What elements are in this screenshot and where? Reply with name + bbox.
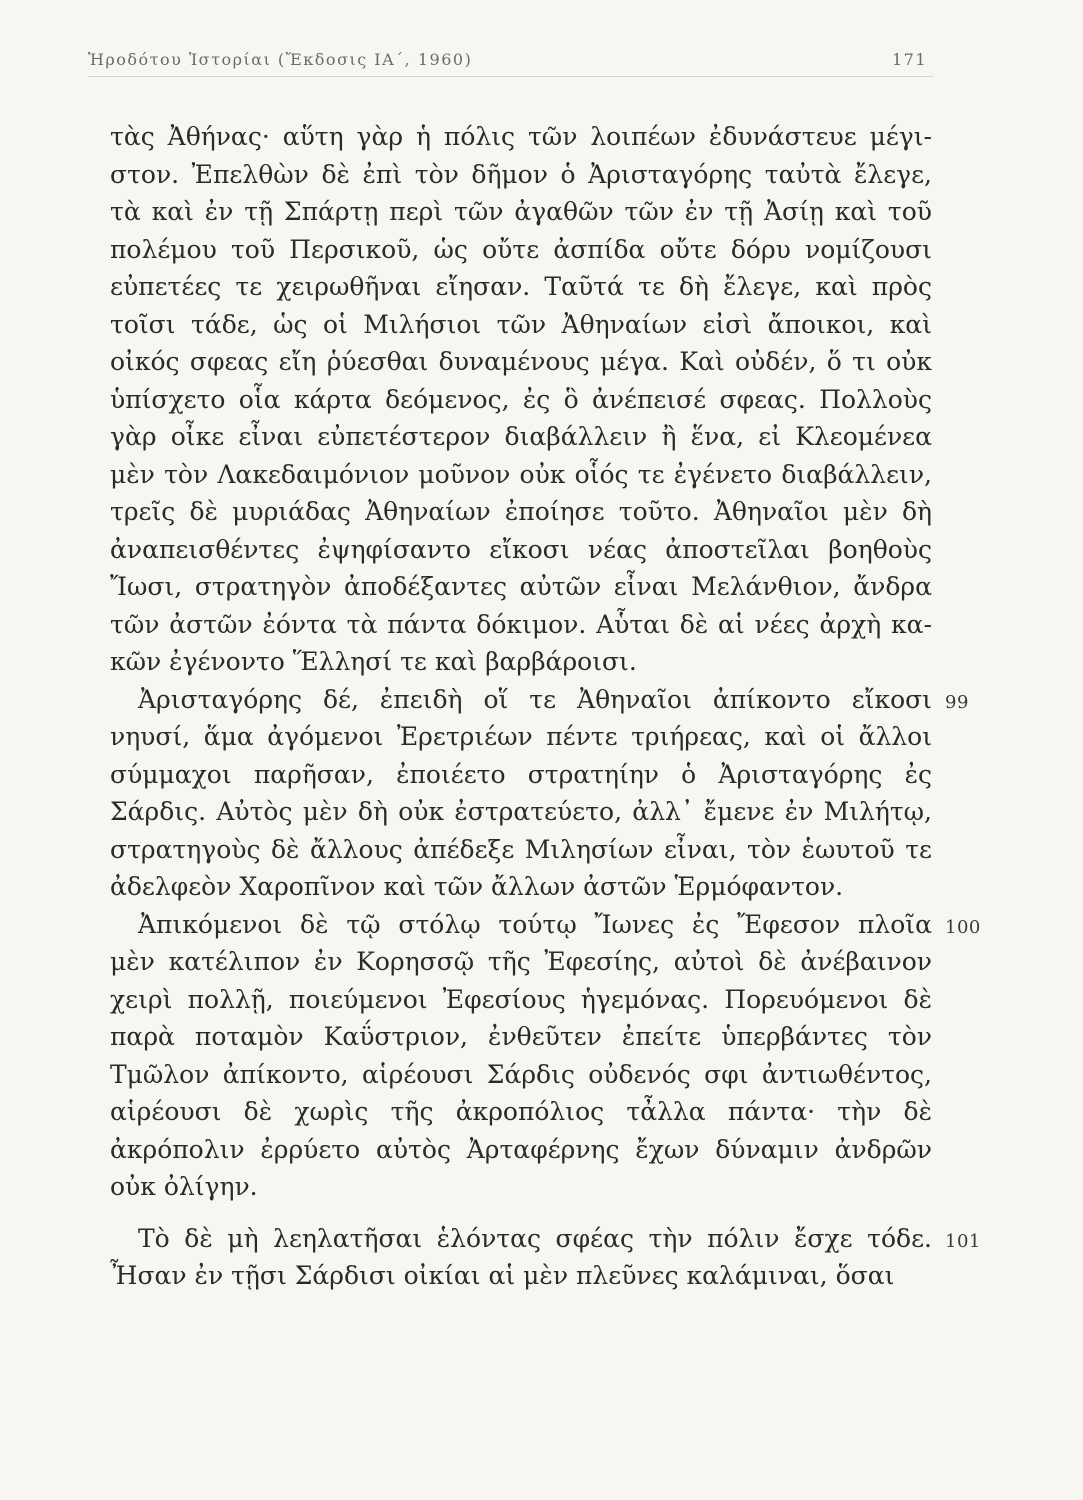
page-number: 171 xyxy=(891,50,927,69)
text-line xyxy=(110,381,932,419)
text-line-content: Ἀπικόμενοι δὲ τῷ στόλῳ τούτῳ Ἴωνες ἐς Ἔφεσον πλοῖα xyxy=(138,909,932,939)
text-line-content: αἱρέουσι δὲ χωρὶς τῆς ἀκροπόλιος τἆλλα πάντα· τὴν δὲ xyxy=(110,1097,932,1126)
text-line xyxy=(110,981,932,1019)
text-line-content: τρεῖς δὲ μυριάδας Ἀθηναίων ἐποίησε τοῦτο. Ἀθηναῖοι μὲν δὴ xyxy=(110,497,932,526)
text-line-content: μὲν κατέλιπον ἐν Κορησσῷ τῆς Ἐφεσίης, αὐτοὶ δὲ ἀνέβαινον xyxy=(110,947,932,976)
text-line xyxy=(110,156,932,194)
text-line-content: Ἀρισταγόρης δέ, ἐπειδὴ οἵ τε Ἀθηναῖοι ἀπίκοντο εἴκοσι xyxy=(138,684,932,714)
text-line xyxy=(110,756,932,794)
text-line-content: οἰκός σφεας εἴη ῥύεσθαι δυναμένους μέγα. Καὶ οὐδέν, ὅ τι οὐκ xyxy=(110,347,932,376)
text-line-content: οὐκ ὀλίγην. xyxy=(110,1172,258,1201)
text-line xyxy=(110,1018,932,1056)
text-line-content: ἀδελφεὸν Χαροπῖνον καὶ τῶν ἄλλων ἀστῶν Ἑρμόφαντον. xyxy=(110,872,844,901)
text-line xyxy=(110,1257,932,1295)
text-line-content: μὲν τὸν Λακεδαιμόνιον μοῦνον οὐκ οἷός τε ἐγένετο διαβάλλειν, xyxy=(110,459,932,489)
text-line-content: Τμῶλον ἀπίκοντο, αἱρέουσι Σάρδις οὐδενός σφι ἀντιωθέντος, xyxy=(110,1059,932,1089)
text-line-content: τοῖσι τάδε, ὡς οἱ Μιλήσιοι τῶν Ἀθηναίων εἰσὶ ἄποικοι, καὶ xyxy=(110,309,932,339)
text-line xyxy=(110,868,932,906)
chapter-number: 101 xyxy=(945,1230,981,1252)
running-title: Ἡροδότου Ἱστορίαι (Ἔκδοσις ΙΑ΄, 1960) xyxy=(88,50,473,69)
text-line xyxy=(110,343,932,381)
text-line-content: τὰ καὶ ἐν τῇ Σπάρτῃ περὶ τῶν ἀγαθῶν τῶν ἐν τῇ Ἀσίῃ καὶ τοῦ xyxy=(110,197,932,226)
text-line xyxy=(110,1093,932,1131)
chapter-number: 100 xyxy=(945,916,981,938)
text-line-content: πολέμου τοῦ Περσικοῦ, ὡς οὔτε ἀσπίδα οὔτε δόρυ νομίζουσι xyxy=(110,234,932,264)
text-line-content: κῶν ἐγένοντο Ἕλλησί τε καὶ βαρβάροισι. xyxy=(110,647,637,676)
text-line-content: Ἦσαν ἐν τῇσι Σάρδισι οἰκίαι αἱ μὲν πλεῦνες καλάμιναι, ὅσαι xyxy=(110,1261,895,1290)
text-line xyxy=(110,943,932,981)
paragraph xyxy=(110,118,932,681)
running-header xyxy=(88,48,933,77)
text-line-content: χειρὶ πολλῇ, ποιεύμενοι Ἐφεσίους ἡγεμόνας. Πορευόμενοι δὲ xyxy=(110,984,932,1014)
text-line xyxy=(110,606,932,644)
text-line xyxy=(110,643,932,681)
text-line-content: ἀναπεισθέντες ἐψηφίσαντο εἴκοσι νέας ἀποστεῖλαι βοηθοὺς xyxy=(110,534,932,564)
text-line-content: Ἴωσι, στρατηγὸν ἀποδέξαντες αὐτῶν εἶναι Μελάνθιον, ἄνδρα xyxy=(110,572,932,601)
text-line xyxy=(110,118,932,156)
text-line xyxy=(110,681,969,719)
text-line xyxy=(110,268,932,306)
text-line-content: νηυσί, ἅμα ἀγόμενοι Ἐρετριέων πέντε τριήρεας, καὶ οἱ ἄλλοι xyxy=(110,722,932,751)
text-line-content: Σάρδις. Αὐτὸς μὲν δὴ οὐκ ἐστρατεύετο, ἀλλ᾽ ἔμενε ἐν Μιλήτῳ, xyxy=(110,797,932,826)
text-line xyxy=(110,1168,932,1206)
text-line xyxy=(110,831,932,869)
text-line-content: σύμμαχοι παρῆσαν, ἐποιέετο στρατηίην ὁ Ἀρισταγόρης ἐς xyxy=(110,759,932,789)
text-line xyxy=(110,231,932,269)
text-line xyxy=(110,1220,981,1258)
text-line-content: γὰρ οἶκε εἶναι εὐπετέστερον διαβάλλειν ἢ ἕνα, εἰ Κλεομένεα xyxy=(110,422,932,451)
text-line xyxy=(110,531,932,569)
text-line-content: στρατηγοὺς δὲ ἄλλους ἀπέδεξε Μιλησίων εἶναι, τὸν ἑωυτοῦ τε xyxy=(110,834,932,864)
text-line xyxy=(110,493,932,531)
text-line-content: Τὸ δὲ μὴ λεηλατῆσαι ἑλόντας σφέας τὴν πόλιν ἔσχε τόδε. xyxy=(138,1223,932,1253)
text-line xyxy=(110,193,932,231)
greek-text-body xyxy=(110,118,981,1295)
text-line xyxy=(110,418,932,456)
text-line xyxy=(110,906,981,944)
paragraph-gap xyxy=(110,1206,932,1220)
text-line xyxy=(110,1056,932,1094)
text-line-content: στον. Ἐπελθὼν δὲ ἐπὶ τὸν δῆμον ὁ Ἀρισταγόρης ταὐτὰ ἔλεγε, xyxy=(110,159,932,189)
text-line xyxy=(110,793,932,831)
text-line xyxy=(110,306,932,344)
text-line xyxy=(110,568,932,606)
chapter-number: 99 xyxy=(945,691,969,713)
text-line-content: παρὰ ποταμὸν Καΰστριον, ἐνθεῦτεν ἐπείτε ὑπερβάντες τὸν xyxy=(110,1022,932,1051)
paragraph xyxy=(110,906,981,1206)
text-line xyxy=(110,456,932,494)
text-line xyxy=(110,1131,932,1169)
text-line-content: ἀκρόπολιν ἐρρύετο αὐτὸς Ἀρταφέρνης ἔχων δύναμιν ἀνδρῶν xyxy=(110,1134,932,1164)
text-line xyxy=(110,718,932,756)
paragraph xyxy=(110,1220,981,1295)
text-line-content: τὰς Ἀθήνας· αὕτη γὰρ ἡ πόλις τῶν λοιπέων ἐδυνάστευε μέγι- xyxy=(110,122,932,151)
text-line-content: εὐπετέες τε χειρωθῆναι εἴησαν. Ταῦτά τε δὴ ἔλεγε, καὶ πρὸς xyxy=(110,272,932,301)
paragraph xyxy=(110,681,969,906)
text-line-content: τῶν ἀστῶν ἐόντα τὰ πάντα δόκιμον. Αὗται δὲ αἱ νέες ἀρχὴ κα- xyxy=(110,609,932,639)
text-line-content: ὑπίσχετο οἷα κάρτα δεόμενος, ἐς ὃ ἀνέπεισέ σφεας. Πολλοὺς xyxy=(110,384,932,414)
